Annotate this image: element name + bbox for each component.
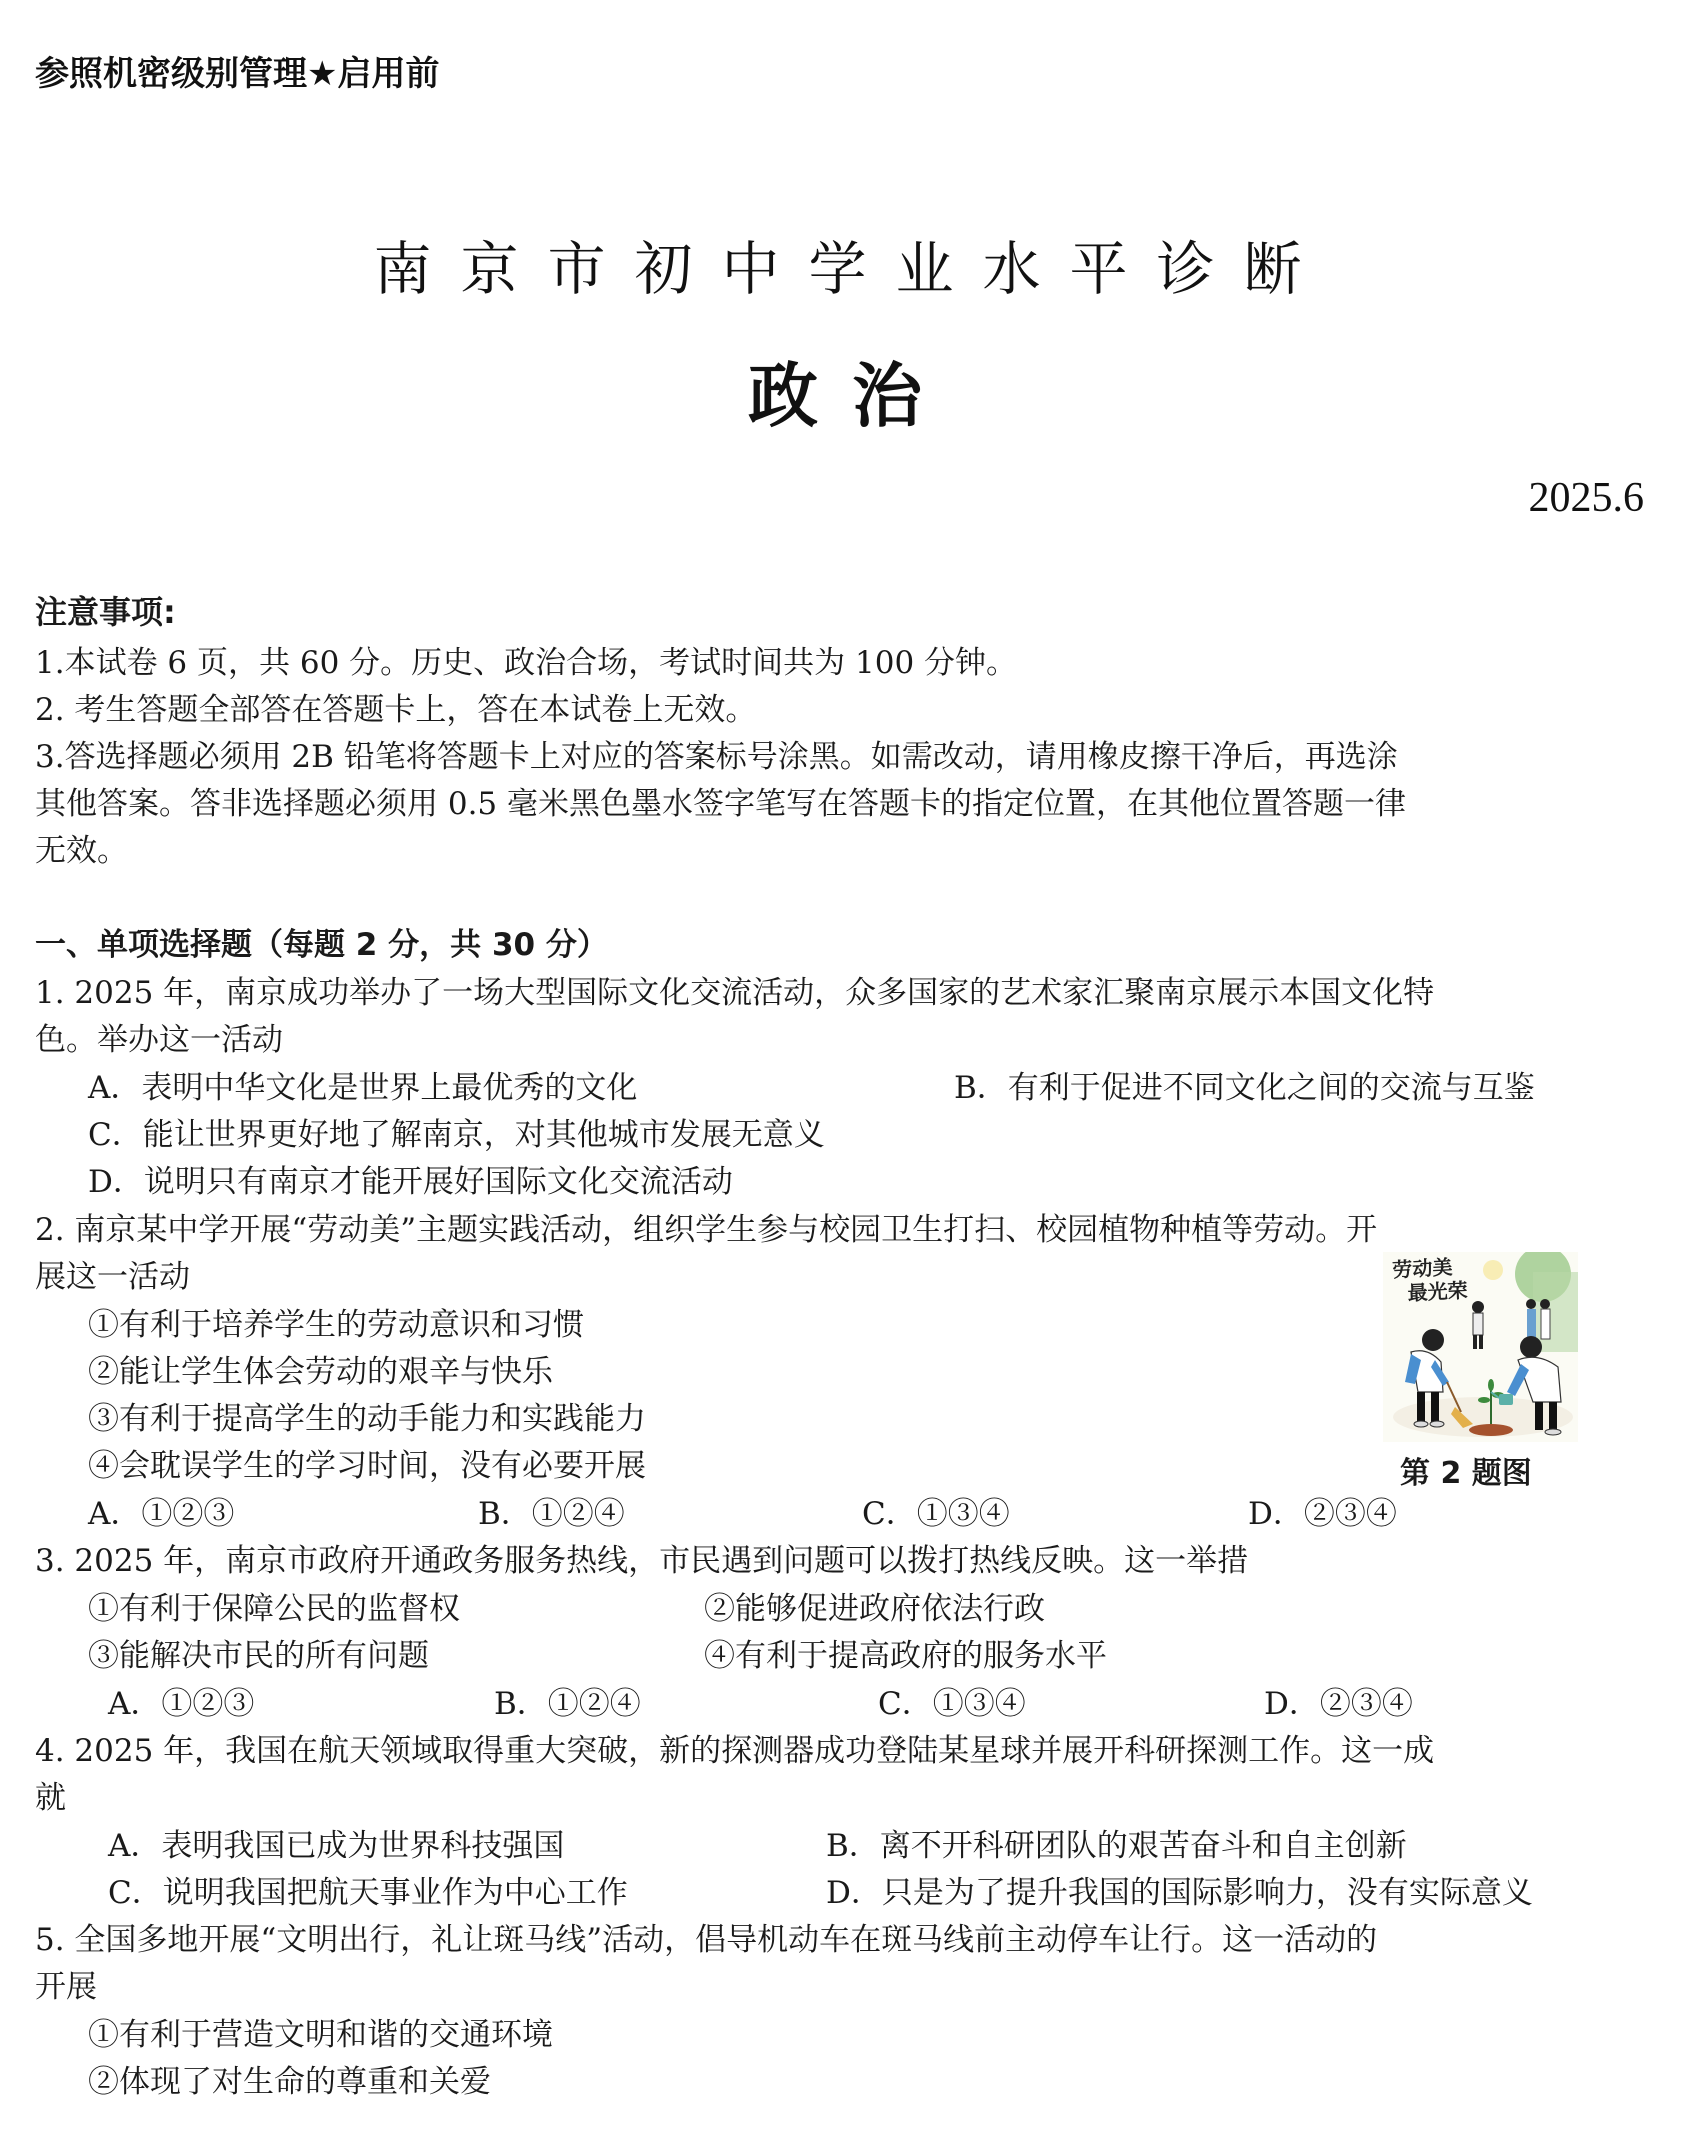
statement-3: ③能解决市民的所有问题 [88,1638,429,1674]
section-heading: 一、单项选择题（每题 2 分，共 30 分） [35,927,608,963]
option-c: C．①③④ [878,1686,1026,1722]
question-stem: 2. 南京某中学开展“劳动美”主题实践活动，组织学生参与校园卫生打扫、校园植物种植等劳动。开 [35,1212,1378,1248]
notes-line: 其他答案。答非选择题必须用 0.5 毫米黑色墨水签字笔写在答题卡的指定位置，在其他位置答题一律 [35,786,1407,822]
statement-2: ②体现了对生命的尊重和关爱 [88,2064,491,2100]
question-stem: 展这一活动 [35,1259,190,1295]
option-a: A．①②③ [88,1496,235,1532]
option-d: D．说明只有南京才能开展好国际文化交流活动 [88,1164,733,1200]
option-d: D．②③④ [1248,1496,1397,1532]
subject-title: 政治 [748,355,956,437]
question-stem: 1. 2025 年，南京成功举办了一场大型国际文化交流活动，众多国家的艺术家汇聚南京展示本国文化特 [35,975,1435,1011]
option-a: A．①②③ [108,1686,255,1722]
exam-date: 2025.6 [1528,475,1644,521]
question-stem: 5. 全国多地开展“文明出行，礼让斑马线”活动，倡导机动车在斑马线前主动停车让行。这一活动的 [35,1922,1378,1958]
option-a: A．表明我国已成为世界科技强国 [108,1828,565,1864]
confidentiality-label: 参照机密级别管理★启用前 [35,54,440,94]
question-stem: 3. 2025 年，南京市政府开通政务服务热线，市民遇到问题可以拨打热线反映。这一举措 [35,1543,1249,1579]
notes-line: 2. 考生答题全部答在答题卡上，答在本试卷上无效。 [35,692,757,728]
option-c: C．说明我国把航天事业作为中心工作 [108,1875,628,1911]
question-stem: 4. 2025 年，我国在航天领域取得重大突破，新的探测器成功登陆某星球并展开科研探测工作。这一成 [35,1733,1435,1769]
option-b: B．①②④ [478,1496,625,1532]
notes-line: 1.本试卷 6 页，共 60 分。历史、政治合场，考试时间共为 100 分钟。 [35,645,1018,681]
option-d: D．②③④ [1264,1686,1413,1722]
slogan-line: 最光荣 [1407,1278,1469,1306]
statement-2: ②能让学生体会劳动的艰辛与快乐 [88,1354,553,1390]
option-c: C．能让世界更好地了解南京，对其他城市发展无意义 [88,1117,825,1153]
notes-title: 注意事项: [35,593,176,631]
statement-2: ②能够促进政府依法行政 [704,1591,1045,1627]
statement-1: ①有利于营造文明和谐的交通环境 [88,2017,553,2053]
question-stem: 开展 [35,1969,97,2005]
notes-line: 3.答选择题必须用 2B 铅笔将答题卡上对应的答案标号涂黑。如需改动，请用橡皮擦干净后，再选涂 [35,739,1398,775]
exam-title: 南京市初中学业水平诊断 [373,235,1331,303]
figure-slogan [1392,1254,1468,1306]
option-d: D．只是为了提升我国的国际影响力，没有实际意义 [826,1875,1533,1911]
statement-3: ③有利于提高学生的动手能力和实践能力 [88,1401,646,1437]
option-b: B．①②④ [494,1686,641,1722]
statement-1: ①有利于保障公民的监督权 [88,1591,460,1627]
slogan-line: 劳动美 [1391,1254,1453,1282]
figure-caption: 第 2 题图 [1400,1456,1532,1491]
statement-4: ④有利于提高政府的服务水平 [704,1638,1107,1674]
option-a: A．表明中华文化是世界上最优秀的文化 [88,1070,638,1106]
statement-4: ④会耽误学生的学习时间，没有必要开展 [88,1448,646,1484]
statement-1: ①有利于培养学生的劳动意识和习惯 [88,1307,584,1343]
question-stem: 就 [35,1780,66,1816]
option-b: B．离不开科研团队的艰苦奋斗和自主创新 [826,1828,1407,1864]
option-c: C．①③④ [862,1496,1010,1532]
labor-illustration [1383,1252,1578,1442]
option-b: B．有利于促进不同文化之间的交流与互鉴 [954,1070,1535,1106]
notes-line: 无效。 [35,833,128,869]
question-stem: 色。举办这一活动 [35,1022,283,1058]
